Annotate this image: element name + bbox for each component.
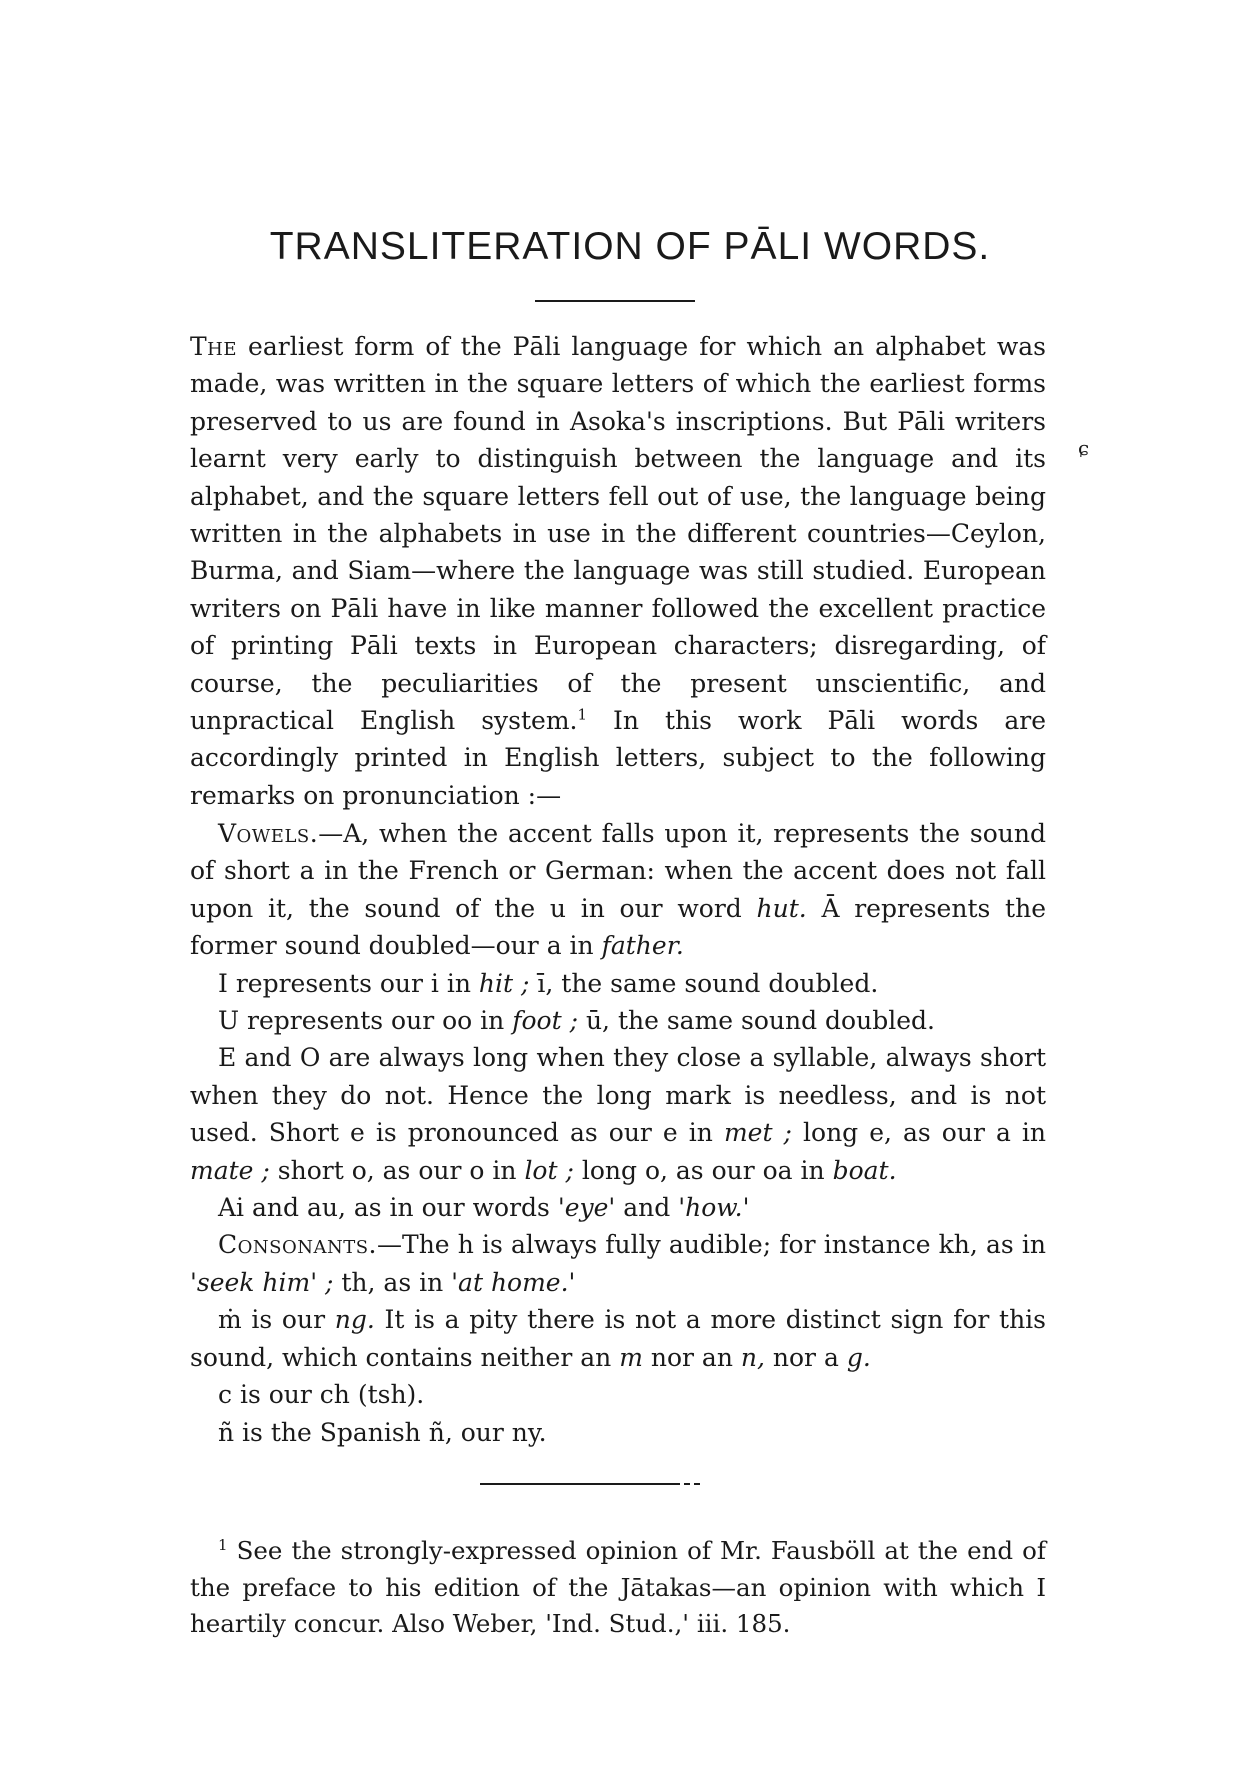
title-rule (535, 300, 695, 302)
intro-paragraph (190, 328, 1046, 814)
consonants-heading: Consonants. (218, 1230, 378, 1260)
vowels-text: and (623, 1193, 671, 1223)
consonants-text: th, as in (341, 1267, 444, 1297)
footnote-reference: 1 (577, 705, 588, 724)
vowels-text: long e, as our a in (803, 1118, 1047, 1148)
consonants-paragraph-2 (190, 1301, 1046, 1376)
vowels-heading: Vowels. (218, 819, 319, 848)
footnote-rule-dash (684, 1483, 704, 1485)
example-word: boat. (832, 1155, 897, 1185)
example-word: 'how.' (678, 1193, 750, 1223)
vowels-text: ī, the same sound doubled. (537, 968, 879, 998)
consonants-paragraph-3: c is our ch (tsh). (218, 1380, 425, 1410)
example-word: 'seek him' ; (190, 1267, 334, 1297)
example-word: n, (740, 1342, 765, 1372)
footnote-paragraph (190, 1533, 1046, 1643)
footnote-rule (480, 1483, 680, 1485)
vowels-text: I represents our i in (218, 968, 471, 998)
consonants-text: ṁ is our (218, 1305, 326, 1335)
example-word: met ; (723, 1118, 792, 1148)
example-word: 'at home.' (451, 1267, 576, 1297)
consonants-text: —The h is always fully audible; for instance kh, as in (377, 1230, 1046, 1260)
vowels-text: —A, when the accent falls upon it, represents the sound of short a in the French or German: when the accent does not fall upon it, the sound of the u in our word (190, 819, 1046, 923)
consonants-text: It is a pity there is not a more distinct sign for this sound, which contains neither an (190, 1305, 1046, 1372)
intro-lead-word: The (190, 332, 238, 361)
example-word: foot ; (512, 1006, 578, 1036)
vowels-text: U represents our oo in (218, 1006, 505, 1036)
intro-paragraph-block (190, 328, 1046, 814)
vowels-text: Ā represents the former sound doubled—our a in (190, 893, 1046, 961)
vowels-text: short o, as our o in (277, 1155, 517, 1185)
example-word: 'eye' (557, 1193, 616, 1223)
pronunciation-sections (190, 815, 1046, 1451)
example-word: father. (601, 931, 684, 961)
page-title: TRANSLITERATION OF PĀLI WORDS. (269, 225, 991, 268)
example-word: lot ; (524, 1155, 574, 1185)
footnote-block (190, 1533, 1046, 1643)
example-word: g. (846, 1342, 871, 1372)
vowels-paragraph-4 (190, 1039, 1046, 1189)
consonants-paragraph-4: ñ is the Spanish ñ, our ny. (218, 1417, 547, 1447)
footnote-text: See the strongly-expressed opinion of Mr. Fausböll at the end of the preface to his edition of the Jātakas—an opinion with which I heartily concur. Also Weber, 'Ind. Stud.,' iii. 185. (190, 1536, 1046, 1638)
vowels-paragraph-1 (190, 815, 1046, 965)
vowels-text: long o, as our oa in (581, 1155, 825, 1185)
intro-text: earliest form of the Pāli language for which an alphabet was made, was written in the square letters of which the earliest forms preserved to us are found in Asoka's inscriptions. But Pāli writers learnt very early to distinguish between the language and its alphabet, and the square letters fell out of use, the language being written in the alphabets in use in the different countries—Ceylon, Burma, and Siam—where the language was still studied. European writers on Pāli have in like manner followed the excellent practice of printing Pāli texts in European characters; disregarding, of course, the peculiarities of the present unscientific, and unpractical English system. (190, 332, 1047, 736)
vowels-paragraph-3 (190, 1002, 1046, 1039)
example-word: m (619, 1342, 643, 1372)
consonants-text: nor a (772, 1342, 839, 1372)
vowels-text: E and O are always long when they close a syllable, always short when they do not. Hence the long mark is needless, and is not used. Short e is pronounced as our e in (190, 1043, 1046, 1148)
example-word: hut. (756, 893, 807, 923)
consonants-paragraph-1 (190, 1226, 1046, 1301)
example-word: mate ; (190, 1155, 270, 1185)
intro-text-after: In this work Pāli words are accordingly printed in English letters, subject to the following remarks on pronunciation :— (190, 706, 1047, 810)
example-word: ng. (334, 1305, 375, 1335)
vowels-text: Ai and au, as in our words (218, 1193, 550, 1223)
vowels-text: ū, the same sound doubled. (585, 1006, 935, 1036)
margin-mark: ɕ (1078, 436, 1090, 460)
vowels-paragraph-2 (190, 965, 1046, 1002)
footnote-mark: 1 (218, 1535, 228, 1554)
consonants-text: nor an (650, 1342, 733, 1372)
example-word: hit ; (478, 968, 530, 998)
vowels-paragraph-5 (190, 1189, 1046, 1226)
